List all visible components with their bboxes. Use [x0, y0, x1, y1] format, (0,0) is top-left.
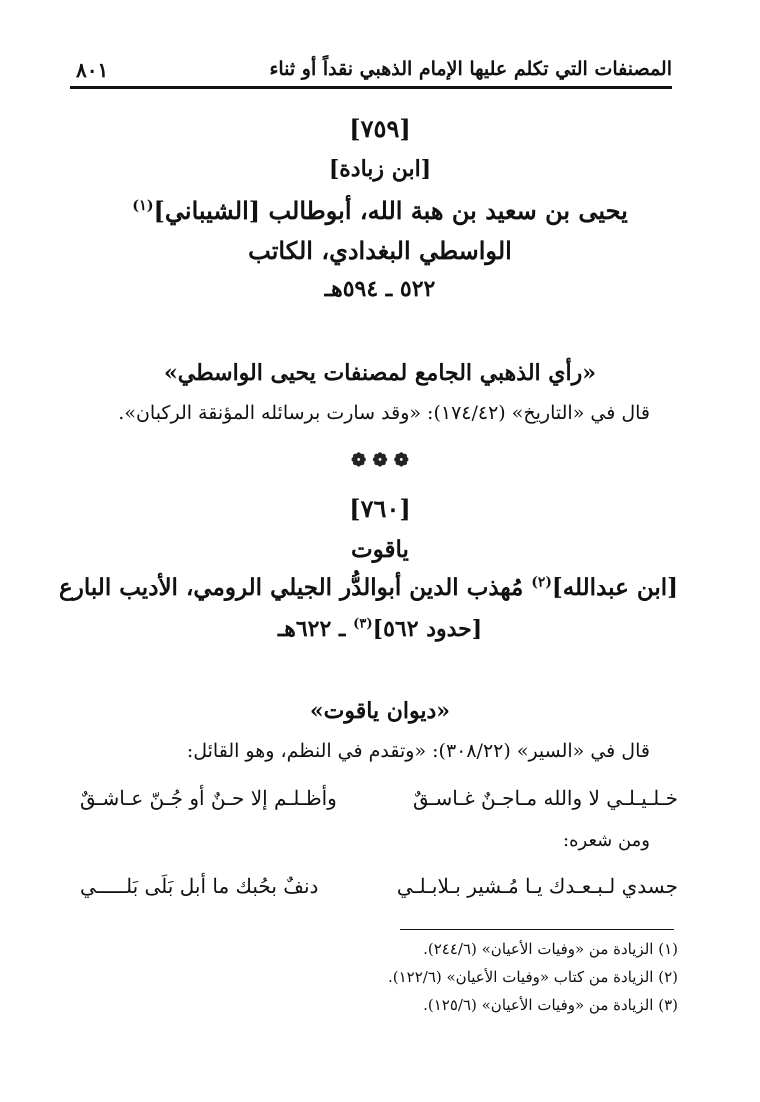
verse-intro: ومن شعره: [563, 830, 650, 851]
author-dates: ٥٢٢ ـ ٥٩٤هـ [324, 276, 436, 302]
quote-paragraph: قال في «التاريخ» (١٧٤/٤٢): «وقد سارت برسائله المؤنقة الركبان». [118, 402, 650, 424]
dates-bracket: [حدود ٥٦٢] [372, 616, 483, 642]
footnote-ref-1: (١) [132, 197, 154, 214]
section-heading: «ديوان ياقوت» [309, 698, 451, 724]
author-name: ياقوت [351, 536, 409, 563]
footnote-ref-3: (٣) [353, 616, 373, 632]
author-name-text: يحيى بن سعيد بن هبة الله، أبوطالب [الشيباني] [153, 196, 628, 225]
footnote-rule [400, 929, 674, 930]
entry-number: [٧٦٠] [349, 494, 411, 523]
footnote: (٢) الزيادة من كتاب «وفيات الأعيان» (١٢٢/٦). [387, 968, 678, 986]
author-name [60, 196, 700, 225]
verse-hemistich-left: دنفٌ بحُبك ما أبل بَلَى بَلـــــي [80, 874, 319, 898]
verse-hemistich-right: جسدي لـبـعـدك يـا مُـشير بـلابـلـي [396, 874, 678, 898]
verse-hemistich-left: وأظـلـم إلا حـنٌ أو جُـنّ عـاشـقٌ [80, 786, 337, 810]
page-number: ٨٠١ [76, 58, 109, 82]
footnote: (١) الزيادة من «وفيات الأعيان» (٢٤٤/٦). [423, 940, 678, 958]
author-nisba: الواسطي البغدادي، الكاتب [248, 236, 512, 265]
author-dates [60, 616, 700, 642]
lineage-text: مُهذب الدين أبوالدُّر الجيلي الرومي، الأديب البارع [59, 574, 532, 601]
footnote: (٣) الزيادة من «وفيات الأعيان» (١٢٥/٦). [423, 996, 678, 1014]
running-header-title: المصنفات التي تكلم عليها الإمام الذهبي نقداً أو ثناء [269, 58, 672, 80]
header-rule [70, 86, 672, 89]
quote-paragraph: قال في «السير» (٣٠٨/٢٢): «وتقدم في النظم، وهو القائل: [186, 740, 650, 762]
entry-alias: [ابن زبادة] [328, 156, 432, 182]
footnote-ref-2: (٢) [531, 574, 552, 591]
verse-hemistich-right: خـلـيـلـي لا والله مـاجـنٌ غـاسـقٌ [412, 786, 678, 810]
section-separator: ❁ ❁ ❁ [351, 450, 409, 471]
author-lineage [59, 574, 678, 601]
lineage-bracket: [ابن عبدالله] [551, 574, 678, 601]
entry-number: [٧٥٩] [349, 114, 411, 143]
dates-text: ـ ٦٢٢هـ [277, 616, 354, 642]
section-heading: «رأي الذهبي الجامع لمصنفات يحيى الواسطي» [164, 360, 596, 386]
